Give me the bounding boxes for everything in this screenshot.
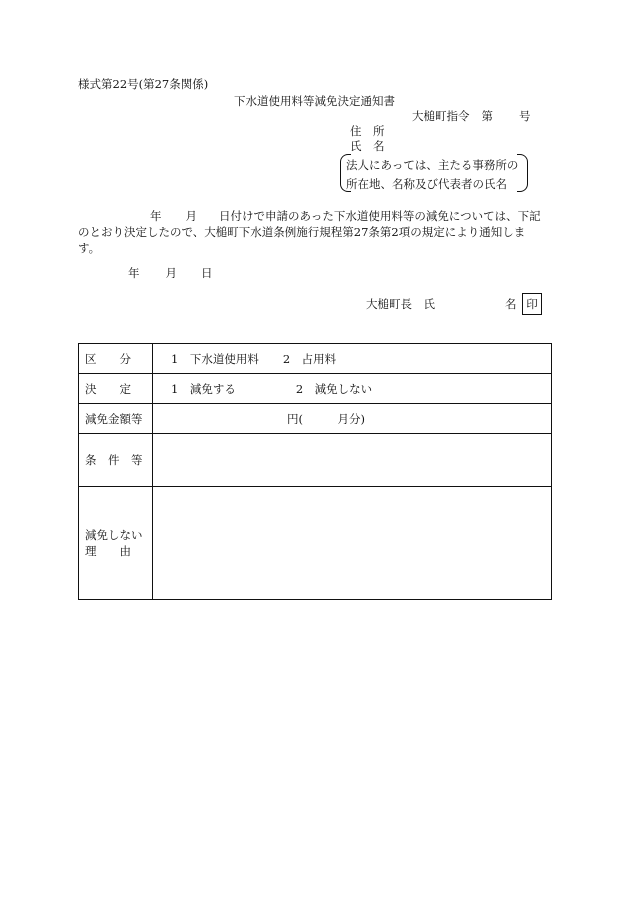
date-line — [128, 268, 213, 280]
document-number — [412, 111, 531, 123]
bracket-right — [517, 154, 528, 192]
seal-box: 印 — [522, 293, 542, 315]
address-label: 住 所 — [350, 124, 385, 138]
body-month: 月 — [185, 209, 197, 223]
signer-title: 大槌町長 氏 — [366, 297, 435, 311]
body-line-2: のとおり決定したので、大槌町下水道条例施行規程第27条第2項の規定により通知しま — [78, 225, 526, 239]
date-year: 年 — [128, 266, 140, 280]
document-number-prefix: 大槌町指令 — [412, 109, 470, 123]
corporate-note-line-1: 法人にあっては、主たる事務所の — [346, 158, 519, 172]
form-number: 様式第22号(第27条関係) — [78, 77, 209, 91]
name-label: 氏 名 — [350, 139, 385, 153]
table-row — [79, 404, 552, 434]
row-value-category — [153, 344, 552, 374]
body-line-3: す。 — [78, 241, 101, 255]
row-label-category: 区 分 — [79, 344, 153, 374]
table-row — [79, 374, 552, 404]
document-number-go: 号 — [519, 109, 531, 123]
row-value-amount — [153, 404, 552, 434]
amount-value: 円( 月分) — [287, 411, 365, 426]
date-month: 月 — [165, 266, 177, 280]
category-option-1: 1 下水道使用料 — [171, 351, 259, 366]
document-number-dai: 第 — [481, 109, 493, 123]
decision-table — [78, 343, 552, 600]
corporate-note-line-2: 所在地、名称及び代表者の氏名 — [346, 177, 507, 191]
date-day: 日 — [201, 266, 213, 280]
reason-label-line-2: 理 由 — [85, 544, 131, 558]
corporate-note — [340, 154, 528, 192]
row-label-conditions: 条 件 等 — [79, 434, 153, 487]
row-value-decision — [153, 374, 552, 404]
row-label-decision: 決 定 — [79, 374, 153, 404]
decision-option-1: 1 減免する — [171, 381, 236, 396]
signer-name-char: 名 — [505, 297, 517, 311]
notification-body — [78, 208, 554, 256]
body-year: 年 — [150, 209, 162, 223]
body-line-1: 日付けで申請のあった下水道使用料等の減免については、下記 — [219, 209, 541, 223]
table-row — [79, 344, 552, 374]
category-option-2: 2 占用料 — [282, 351, 337, 366]
row-value-reason — [153, 487, 552, 600]
reason-label-line-1: 減免しない — [85, 528, 143, 542]
row-label-reason — [79, 487, 153, 600]
table-row — [79, 487, 552, 600]
document-title: 下水道使用料等減免決定通知書 — [234, 94, 395, 108]
table-row — [79, 434, 552, 487]
row-label-amount: 減免金額等 — [79, 404, 153, 434]
decision-option-2: 2 減免しない — [295, 381, 373, 396]
row-value-conditions — [153, 434, 552, 487]
